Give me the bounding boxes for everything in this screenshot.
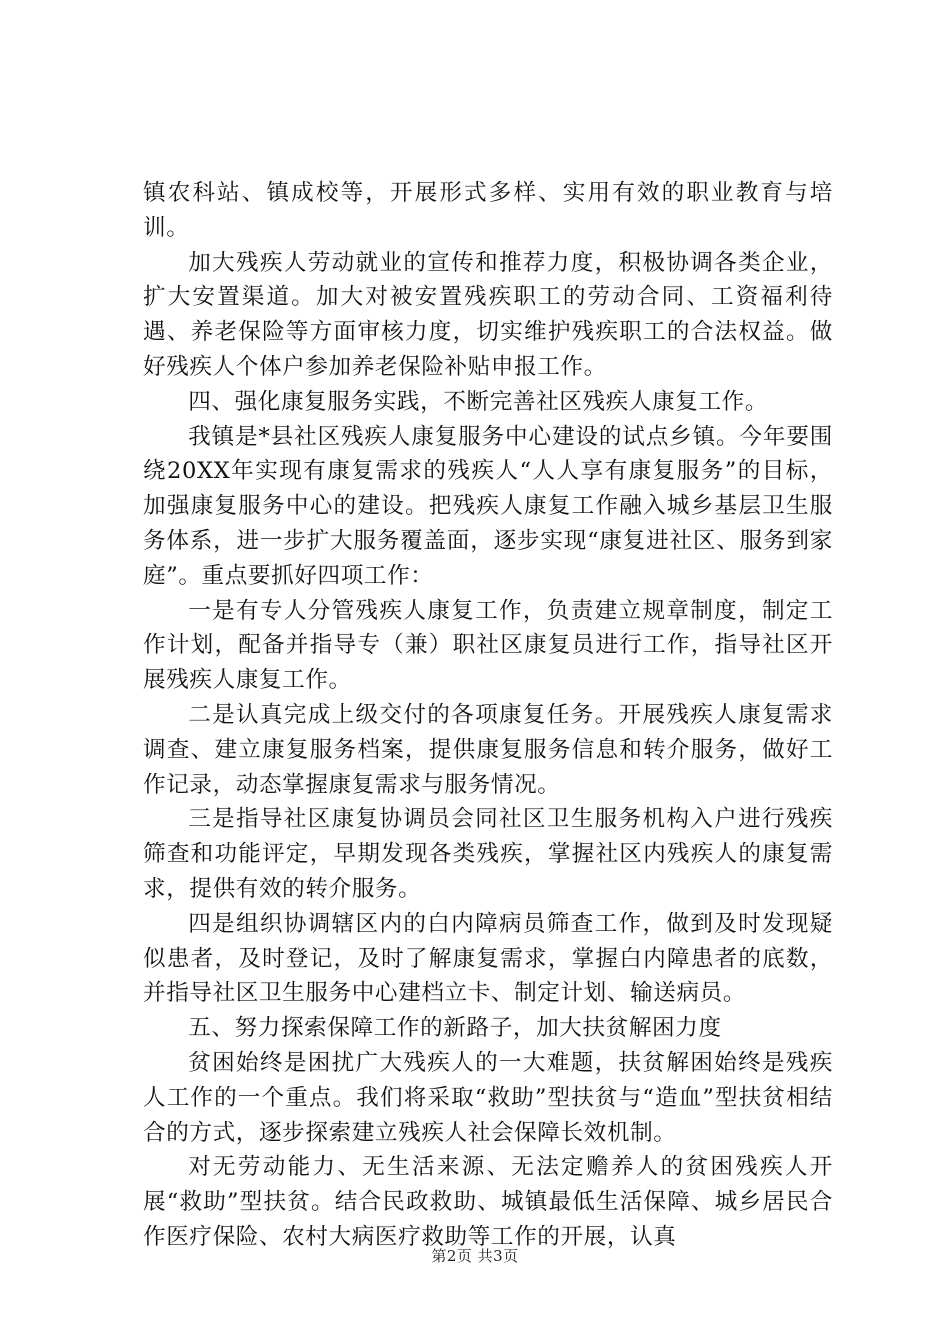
- section-heading-poverty: 五、努力探索保障工作的新路子，加大扶贫解困力度: [188, 1015, 722, 1042]
- paragraph-relief: 对无劳动能力、无生活来源、无法定赡养人的贫困残疾人开展“救助”型扶贫。结合民政救助、城镇最低生活保障、城乡居民合作医疗保险、农村大病医疗救助等工作的开展，认真: [143, 1154, 833, 1250]
- page-number-footer: 第2页 共3页: [431, 1247, 519, 1265]
- paragraph-rehab-center: 我镇是*县社区残疾人康复服务中心建设的试点乡镇。今年要围绕20XX年实现有康复需求的残疾人“人人享有康复服务”的目标，加强康复服务中心的建设。把残疾人康复工作融入城乡基层卫生服务体系，进一步扩大服务覆盖面，逐步实现“康复进社区、服务到家庭”。重点要抓好四项工作：: [143, 423, 833, 589]
- paragraph-task-four: 四是组织协调辖区内的白内障病员筛查工作，做到及时发现疑似患者，及时登记，及时了解康复需求，掌握白内障患者的底数，并指导社区卫生服务中心建档立卡、制定计划、输送病员。: [143, 910, 833, 1007]
- section-heading-rehabilitation: 四、强化康复服务实践，不断完善社区残疾人康复工作。: [188, 388, 769, 415]
- paragraph-continuation: 镇农科站、镇成校等，开展形式多样、实用有效的职业教育与培训。: [143, 180, 833, 241]
- paragraph-task-three: 三是指导社区康复协调员会同社区卫生服务机构入户进行残疾筛查和功能评定，早期发现各类残疾，掌握社区内残疾人的康复需求，提供有效的转介服务。: [143, 806, 833, 902]
- paragraph-task-two: 二是认真完成上级交付的各项康复任务。开展残疾人康复需求调查、建立康复服务档案，提供康复服务信息和转介服务，做好工作记录，动态掌握康复需求与服务情况。: [143, 701, 833, 798]
- paragraph-employment: 加大残疾人劳动就业的宣传和推荐力度，积极协调各类企业，扩大安置渠道。加大对被安置残疾职工的劳动合同、工资福利待遇、养老保险等方面审核力度，切实维护残疾职工的合法权益。做好残疾人个体户参加养老保险补贴申报工作。: [143, 249, 833, 380]
- document-body: [143, 176, 833, 1255]
- paragraph-poverty-intro: 贫困始终是困扰广大残疾人的一大难题，扶贫解困始终是残疾人工作的一个重点。我们将采取“救助”型扶贫与“造血”型扶贫相结合的方式，逐步探索建立残疾人社会保障长效机制。: [143, 1049, 833, 1146]
- paragraph-task-one: 一是有专人分管残疾人康复工作，负责建立规章制度，制定工作计划，配备并指导专（兼）职社区康复员进行工作，指导社区开展残疾人康复工作。: [143, 597, 833, 694]
